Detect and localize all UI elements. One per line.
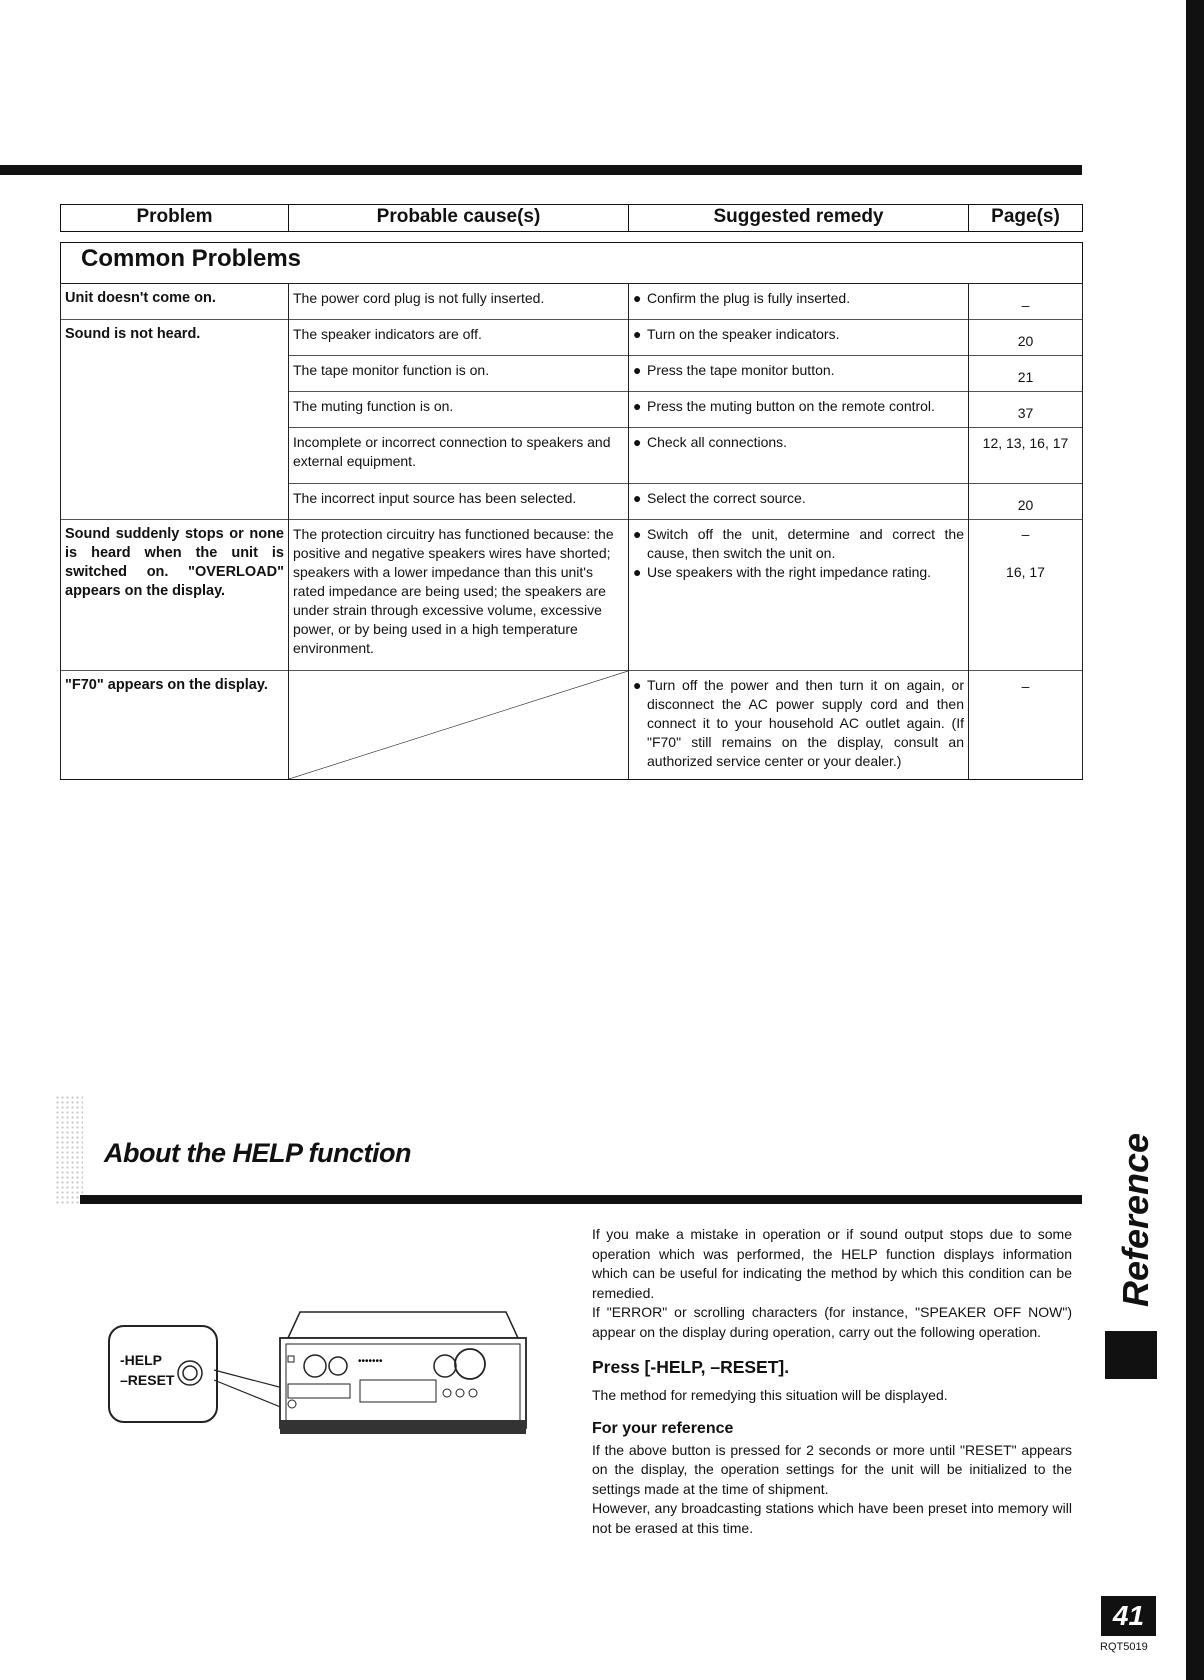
pages-cell: 12, 13, 16, 17 bbox=[969, 428, 1083, 484]
table-header-row bbox=[61, 205, 1083, 232]
remedy-cell: ● Turn off the power and then turn it on again, or disconnect the AC power supply cord and then connect it to your household AC outlet again. (If "F70" still remains on the display, consult an authorized service center or your dealer.) bbox=[629, 671, 969, 780]
bullet-icon: ● bbox=[633, 434, 642, 450]
cause-cell: Incomplete or incorrect connection to speakers and external equipment. bbox=[289, 428, 629, 484]
cause-cell: The tape monitor function is on. bbox=[289, 356, 629, 392]
bullet-icon: ● bbox=[633, 564, 642, 580]
pages-cell: 21 bbox=[969, 356, 1083, 392]
table-row bbox=[61, 284, 1083, 320]
table-row bbox=[61, 428, 1083, 484]
bullet-icon: ● bbox=[633, 362, 642, 378]
problem-cell bbox=[61, 356, 289, 392]
table-row bbox=[61, 671, 1083, 780]
help-section-title: About the HELP function bbox=[104, 1138, 411, 1168]
cause-cell: The power cord plug is not fully inserted. bbox=[289, 284, 629, 320]
pages-cell: 20 bbox=[969, 484, 1083, 520]
help-intro-1: If you make a mistake in operation or if sound output stops due to some operation which was performed, the HELP function displays information which can be useful for indicating the method by which this condition can be remedied. bbox=[592, 1226, 1072, 1301]
pages-cell bbox=[969, 520, 1083, 671]
pages-cell: 37 bbox=[969, 392, 1083, 428]
svg-text:•••••••: ••••••• bbox=[358, 1356, 383, 1367]
press-text: The method for remedying this situation will be displayed. bbox=[592, 1386, 948, 1403]
help-section-rule bbox=[80, 1195, 1082, 1204]
header-pages: Page(s) bbox=[969, 205, 1083, 232]
table-row bbox=[61, 356, 1083, 392]
section-title: Common Problems bbox=[61, 243, 1083, 284]
problem-cell: Sound suddenly stops or none is heard when the unit is switched on. "OVERLOAD" appears on the display. bbox=[61, 520, 289, 671]
side-tab-marker bbox=[1105, 1331, 1157, 1379]
bullet-icon: ● bbox=[633, 526, 642, 542]
remedy-cell: ● Confirm the plug is fully inserted. bbox=[629, 284, 969, 320]
problem-cell bbox=[61, 484, 289, 520]
document-code: RQT5019 bbox=[1100, 1641, 1148, 1653]
pages-value: – bbox=[1021, 526, 1030, 542]
remedy-cell: ● Check all connections. bbox=[629, 428, 969, 484]
decorative-dots bbox=[55, 1095, 83, 1205]
cause-cell: The speaker indicators are off. bbox=[289, 320, 629, 356]
page-edge-bar bbox=[1186, 0, 1204, 1680]
remedy-cell: ● Press the muting button on the remote control. bbox=[629, 392, 969, 428]
remedy-cell: ● Turn on the speaker indicators. bbox=[629, 320, 969, 356]
pages-value: 16, 17 bbox=[1006, 564, 1045, 580]
pages-cell: – bbox=[969, 671, 1083, 780]
reference-text-1: If the above button is pressed for 2 seconds or more until "RESET" appears on the display, the operation settings for the unit will be initialized to the settings made at the time of shipment. bbox=[592, 1441, 1072, 1497]
table-row bbox=[61, 320, 1083, 356]
help-description bbox=[592, 1225, 1072, 1538]
empty-cause-cell bbox=[289, 671, 629, 780]
side-tab-reference: Reference bbox=[1115, 1132, 1156, 1308]
bullet-icon: ● bbox=[633, 290, 642, 306]
header-problem: Problem bbox=[61, 205, 289, 232]
bullet-icon: ● bbox=[633, 677, 642, 693]
table-row bbox=[61, 520, 1083, 671]
bullet-icon: ● bbox=[633, 326, 642, 342]
pages-cell: – bbox=[969, 284, 1083, 320]
bullet-icon: ● bbox=[633, 490, 642, 506]
pages-cell: 20 bbox=[969, 320, 1083, 356]
cause-cell: The incorrect input source has been selected. bbox=[289, 484, 629, 520]
header-cause: Probable cause(s) bbox=[289, 205, 629, 232]
problem-cell bbox=[61, 392, 289, 428]
reference-heading: For your reference bbox=[592, 1420, 734, 1437]
table-row bbox=[61, 392, 1083, 428]
reference-text-2: However, any broadcasting stations which have been preset into memory will not be erased at this time. bbox=[592, 1500, 1072, 1536]
press-heading: Press [-HELP, –RESET]. bbox=[592, 1357, 790, 1377]
table-row bbox=[61, 484, 1083, 520]
top-rule bbox=[0, 165, 1082, 175]
header-remedy: Suggested remedy bbox=[629, 205, 969, 232]
troubleshooting-table bbox=[60, 204, 1083, 780]
remedy-cell: ● Press the tape monitor button. bbox=[629, 356, 969, 392]
help-intro-2: If "ERROR" or scrolling characters (for instance, "SPEAKER OFF NOW") appear on the display during operation, carry out the following operation. bbox=[592, 1304, 1072, 1340]
callout-reset-label: –RESET bbox=[120, 1372, 175, 1388]
amplifier-illustration bbox=[108, 1308, 528, 1438]
page-number: 41 bbox=[1101, 1596, 1156, 1636]
remedy-cell: ● Select the correct source. bbox=[629, 484, 969, 520]
bullet-icon: ● bbox=[633, 398, 642, 414]
problem-cell: Sound is not heard. bbox=[61, 320, 289, 356]
problem-cell: "F70" appears on the display. bbox=[61, 671, 289, 780]
cause-cell: The muting function is on. bbox=[289, 392, 629, 428]
diagonal-slash bbox=[289, 671, 628, 779]
problem-cell bbox=[61, 428, 289, 484]
remedy-cell: ● Switch off the unit, determine and correct the cause, then switch the unit on. ● Use speakers with the right impedance rating. bbox=[629, 520, 969, 671]
problem-cell: Unit doesn't come on. bbox=[61, 284, 289, 320]
callout-help-label: -HELP bbox=[120, 1352, 162, 1368]
cause-cell: The protection circuitry has functioned because: the positive and negative speakers wires have shorted; speakers with a lower impedance than this unit's rated impedance are being used; the speakers are under strain through excessive volume, excessive power, or by being used in a high temperature environment. bbox=[289, 520, 629, 671]
